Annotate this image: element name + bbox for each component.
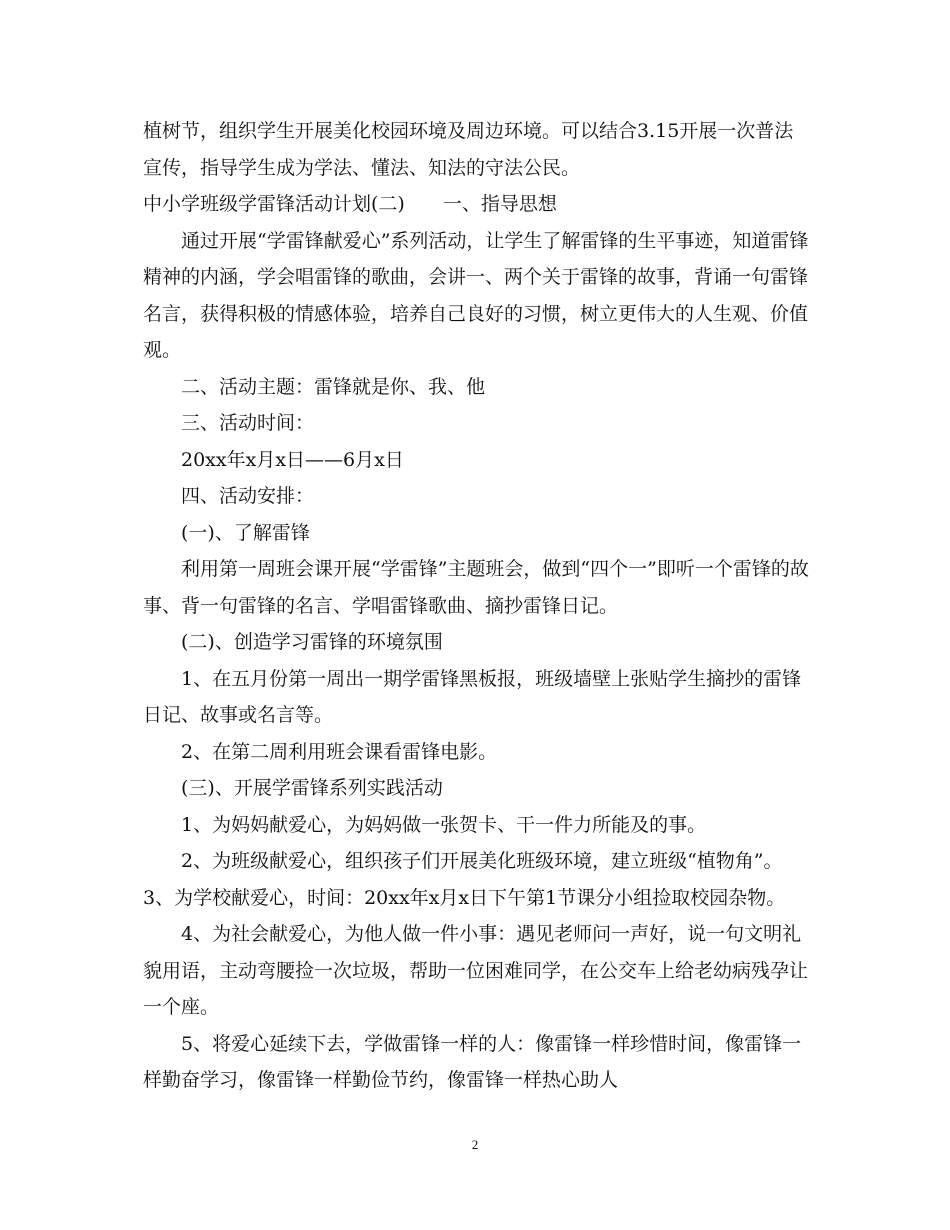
document-body	[143, 113, 811, 1099]
paragraph-guiding-thought: 通过开展“学雷锋献爱心”系列活动，让学生了解雷锋的生平事迹，知道雷锋精神的内涵，学会唱雷锋的歌曲，会讲一、两个关于雷锋的故事，背诵一句雷锋名言，获得积极的情感体验，培养自己良好的习惯，树立更伟大的人生观、价值观。	[143, 229, 809, 361]
paragraph-activity-arrangement: 四、活动安排：	[181, 485, 315, 507]
paragraph-mom-love: 1、为妈妈献爱心，为妈妈做一张贺卡、干一件力所能及的事。	[181, 813, 707, 836]
paragraph-activity-time: 20xx年x月x日——6月x日	[181, 448, 404, 471]
paragraph-environment-heading: (二)、创造学习雷锋的环境氛围	[181, 631, 443, 653]
paragraph-class-meeting: 利用第一周班会课开展“学雷锋”主题班会，做到“四个一”即听一个雷锋的故事、背一句雷锋的名言、学唱雷锋歌曲、摘抄雷锋日记。	[143, 558, 809, 617]
paragraph-class-school-love: 2、为班级献爱心，组织孩子们开展美化班级环境，建立班级“植物角”。 3、为学校献爱心，时间：20xx年x月x日下午第1节课分小组捡取校园杂物。	[143, 850, 786, 909]
paragraph-practice-heading: (三)、开展学雷锋系列实践活动	[181, 777, 443, 799]
paragraph-continue-love: 5、将爱心延续下去，学做雷锋一样的人：像雷锋一样珍惜时间，像雷锋一样勤奋学习，像雷锋一样勤俭节约，像雷锋一样热心助人	[143, 1032, 802, 1091]
paragraph-understand-leifeng: (一)、了解雷锋	[181, 521, 310, 544]
paragraph-blackboard: 1、在五月份第一周出一期学雷锋黑板报，班级墙壁上张贴学生摘抄的雷锋日记、故事或名言等。	[143, 667, 802, 726]
section-heading-plan-two: 中小学班级学雷锋活动计划(二) 一、指导思想	[143, 193, 557, 215]
paragraph-activity-time-heading: 三、活动时间：	[181, 412, 315, 434]
paragraph-intro-continuation: 植树节，组织学生开展美化校园环境及周边环境。可以结合3.15开展一次普法宣传，指导学生成为学法、懂法、知法的守法公民。	[143, 120, 794, 179]
paragraph-society-love: 4、为社会献爱心，为他人做一件小事：遇见老师问一声好，说一句文明礼貌用语，主动弯腰捡一次垃圾，帮助一位困难同学，在公交车上给老幼病残孕让一个座。	[143, 923, 809, 1018]
paragraph-activity-theme: 二、活动主题：雷锋就是你、我、他	[181, 375, 486, 398]
paragraph-movie: 2、在第二周利用班会课看雷锋电影。	[181, 740, 498, 763]
page-number: 2	[471, 1137, 479, 1152]
